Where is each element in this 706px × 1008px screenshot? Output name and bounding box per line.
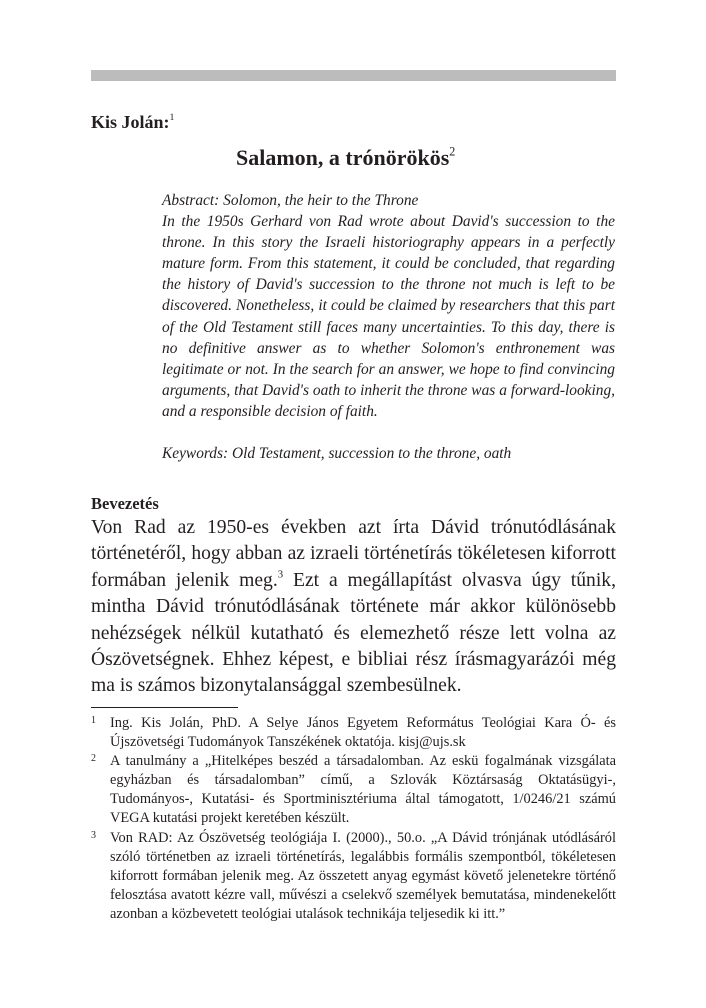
footnote-text: A tanulmány a „Hitelképes beszéd a társadalomban. Az eskü fogalmának vizsgálata egyházban és társadalomban” című, a Szlovák Köztársaság Oktatásügyi-, Tudományos-, Kutatási- és Sportminisztériuma által támogatott, 1/0246/21 számú VEGA kutatási projekt keretében készült. [110, 753, 616, 827]
body-text-part2: Ezt a megállapítást olvasva úgy tűnik, mintha Dávid trónutódlásának története már akkor különösebb nehézségek nélkül kutatható és elemezhető része lett volna az Ószövetségnek. Ehhez képest, e bibliai rész írásmagyarázói még ma is számos bizonytalansággal szembesülnek. [91, 569, 616, 697]
author-footnote-ref: 1 [169, 112, 175, 124]
body-text-part1: Von Rad az 1950-es években azt írta Dávid trónutódlásának történetéről, hogy abban az izraeli történetírás tökéletesen kiforrott formában jelenik meg. [91, 517, 616, 591]
abstract-heading: Abstract: Solomon, the heir to the Throne [162, 192, 419, 209]
section-heading: Bevezetés [91, 494, 159, 513]
footnote-number: 1 [91, 715, 96, 726]
header-bar [91, 70, 616, 81]
abstract-text: In the 1950s Gerhard von Rad wrote about David's succession to the throne. In this story the Israeli historiography appears in a perfectly mature form. From this statement, it could be concluded, that regarding the history of David's succession to the throne not much is left to be discovered. Nonetheless, it could be claimed by researchers that this part of the Old Testament still faces many uncertainties. To this day, there is no definitive answer as to whether Solomon's enthronement was legitimate or not. In the search for an answer, we hope to find convincing arguments, that David's oath to inherit the throne was a forward-looking, and a responsible decision of faith. [162, 213, 615, 420]
footnote-number: 2 [91, 753, 96, 765]
body-footnote-ref: 3 [277, 568, 284, 581]
author-name [91, 111, 174, 133]
footnote-divider [91, 707, 238, 708]
footnote-1 [91, 714, 616, 752]
footnote-number: 3 [91, 829, 96, 841]
article-title-text: Salamon, a trónörökös [236, 145, 450, 170]
abstract-keywords: Keywords: Old Testament, succession to the throne, oath [162, 445, 512, 463]
author-name-text: Kis Jolán: [91, 112, 170, 132]
footnote-text: Ing. Kis Jolán, PhD. A Selye János Egyetem Református Teológiai Kara Ó- és Újszövetségi Tudományok Tanszékének oktatója. kisj@ujs.sk [110, 715, 616, 751]
abstract [162, 190, 615, 464]
title-footnote-ref: 2 [449, 144, 456, 159]
footnote-3 [91, 829, 616, 924]
footnote-2 [91, 752, 616, 828]
body-paragraph [91, 515, 616, 700]
article-title [236, 145, 455, 171]
footnote-text: Von RAD: Az Ószövetség teológiája I. (2000)., 50.o. „A Dávid trónjának utódlásáról szóló történetben az izraeli történetírás, legalábbis formális szempontból, tökéletesen kiforrott formában jelenik meg. Az összetett anyag egymást követő jelenetekre történő felosztása avatott kézre vall, művészi a cselekvő személyek bemutatása, mindenekelőtt azonban a közbevetett teológiai utalások technikája teljesedik ki itt.” [110, 829, 616, 922]
footnotes [91, 714, 616, 924]
